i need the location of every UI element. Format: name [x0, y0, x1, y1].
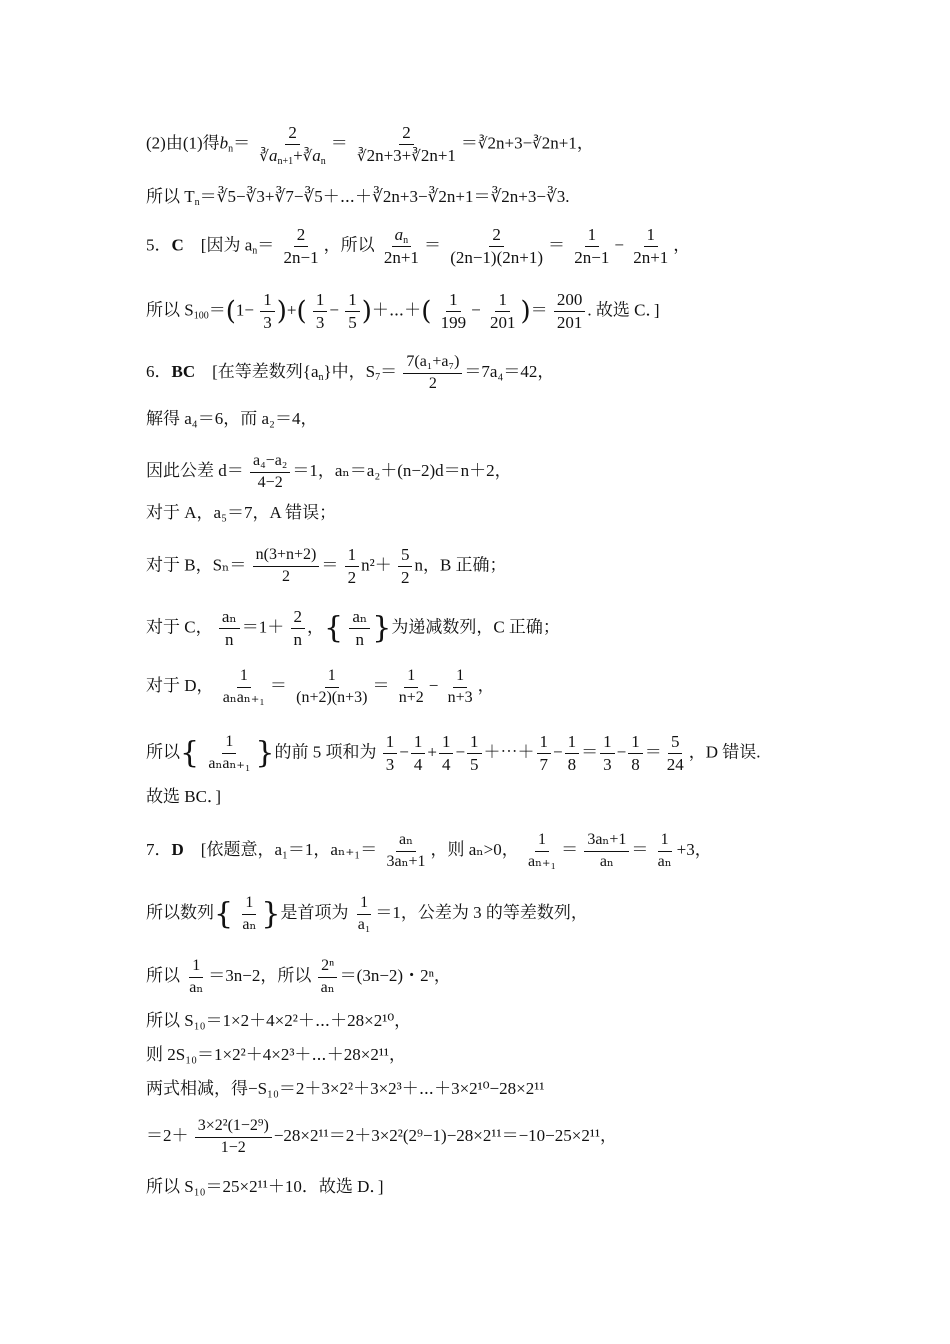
numerator: 1	[357, 895, 371, 915]
denominator: n+3	[447, 688, 473, 706]
denominator: 4−2	[257, 473, 283, 491]
fraction	[381, 226, 422, 267]
eq: ＝	[257, 235, 275, 255]
denominator: $∛a_{n+1}+∛a_n$	[259, 145, 326, 167]
numerator: 200	[554, 291, 586, 312]
eq: ＝	[644, 742, 662, 762]
eq: ＝	[372, 676, 390, 696]
numerator: 7(a₁+a₇)	[403, 354, 462, 374]
denominator: 201	[556, 312, 583, 332]
numerator: 1	[189, 958, 203, 978]
fraction	[398, 546, 413, 587]
denominator: 3aₙ+1	[386, 852, 426, 870]
text: ＋⋯＋	[371, 300, 422, 320]
radicand: 2n+1	[541, 133, 577, 153]
denominator: 2n+1	[383, 247, 419, 267]
subscript: n	[318, 372, 324, 384]
denominator: 5	[470, 754, 479, 774]
denominator: 3	[263, 312, 272, 332]
problem-number: 6．	[146, 362, 172, 382]
text: 的前 5 项和为	[274, 742, 377, 762]
fraction	[565, 733, 580, 774]
problem-7-line-4	[146, 1010, 411, 1032]
subscript: n+1	[277, 155, 294, 167]
denominator: 2n−1	[574, 247, 610, 267]
denominator: 3	[603, 754, 612, 774]
denominator: 24	[666, 754, 684, 774]
text: 所以数列	[146, 903, 214, 923]
denominator: 4	[441, 754, 451, 774]
subscript: 100	[193, 310, 209, 322]
eq: ＝	[460, 133, 478, 153]
radicand: 2n+3	[487, 133, 523, 153]
fraction	[445, 668, 476, 707]
text: ＝3n−2，所以	[208, 966, 312, 986]
eq: ＝	[321, 555, 339, 575]
numerator: 1	[565, 733, 580, 754]
text: ，所以	[323, 235, 375, 255]
fraction	[219, 608, 240, 649]
denominator: n	[293, 629, 302, 649]
text: ＝1，aₙ＝a₂＋(n−2)d＝n＋2，	[292, 461, 512, 481]
numerator: 5	[668, 733, 683, 754]
denominator: aₙaₙ₊₁	[222, 688, 265, 706]
text: n，B 正确；	[414, 555, 507, 575]
text: . 故选 C．]	[587, 300, 660, 320]
denominator: aₙ	[189, 978, 204, 996]
problem-5-line-1	[146, 226, 690, 267]
text: [在等差数列{a	[195, 362, 319, 382]
subscript: n	[403, 235, 409, 246]
denominator: ∛2n+3+∛2n+1	[357, 145, 456, 165]
text: ＝1，公差为 3 的等差数列，	[375, 903, 588, 923]
subscript: n	[320, 155, 326, 167]
numerator	[392, 226, 412, 247]
text: ＝2＋	[146, 1126, 189, 1146]
problem-6-line-4	[146, 502, 336, 524]
op: −	[428, 676, 439, 696]
fraction	[584, 832, 629, 871]
fraction	[205, 734, 253, 773]
fraction	[256, 124, 328, 165]
text: 所以	[146, 966, 180, 986]
text: 为递减数列，C 正确；	[391, 617, 560, 637]
var: a	[268, 145, 278, 165]
text: ＋⋯＋	[483, 742, 535, 762]
fraction	[467, 733, 482, 774]
problem-6-line-6: 对于 C， $\frac{\text{aₙ}}{n}$ ＝1＋ $\frac{2}{n}$ ，{ $\frac{\text{aₙ}}{n}$ }为递减数列，C 正确；	[146, 607, 560, 649]
punct: ，	[576, 133, 594, 153]
text: 对于 D，	[146, 676, 214, 696]
numerator: 1	[535, 832, 549, 852]
fraction	[239, 895, 259, 934]
numerator: 1	[222, 734, 236, 754]
numerator: 2	[489, 226, 504, 247]
text: 故选 BC．]	[146, 787, 222, 806]
denominator: n	[355, 629, 365, 649]
denominator: aₙaₙ₊₁	[208, 754, 251, 772]
fraction	[411, 733, 426, 774]
fraction	[345, 546, 360, 587]
fraction	[628, 733, 643, 774]
denominator: a₁	[357, 915, 371, 933]
subscript: n	[194, 197, 200, 208]
text: ＝(3n−2)・2ⁿ，	[339, 966, 451, 986]
problem-6-line-2	[146, 408, 317, 430]
fraction	[438, 291, 470, 332]
numerator: 1	[313, 291, 328, 312]
eq: ＝	[423, 235, 441, 255]
numerator: 3aₙ+1	[584, 832, 629, 852]
op: +	[293, 145, 303, 165]
eq: ＝	[269, 676, 287, 696]
fraction	[383, 733, 398, 774]
denominator: 2n+1	[633, 247, 669, 267]
eq: ＝	[208, 300, 226, 320]
text: 所以 T	[146, 187, 195, 206]
denominator: 201	[489, 312, 516, 332]
numerator: 1	[467, 733, 482, 754]
op: −	[522, 133, 533, 153]
numerator: 1	[242, 895, 256, 915]
denominator: 1−2	[220, 1138, 246, 1156]
denominator: n	[225, 629, 234, 649]
denominator: aₙ	[320, 978, 335, 996]
denominator: 8	[567, 754, 577, 774]
numerator: 1	[585, 226, 600, 247]
numerator: 1	[383, 733, 398, 754]
numerator: 2	[291, 608, 306, 629]
denominator: 3	[315, 312, 325, 332]
fraction	[186, 958, 206, 997]
problem-7-line-6	[146, 1078, 544, 1100]
eq: ＝	[380, 362, 398, 382]
numerator: 1	[237, 668, 251, 688]
fraction	[396, 668, 427, 707]
denominator: (2n−1)(2n+1)	[450, 247, 544, 267]
denominator: 4	[413, 754, 423, 774]
numerator: 2	[399, 124, 414, 145]
numerator: 5	[398, 546, 413, 567]
denominator: 8	[631, 754, 640, 774]
punct: ，	[673, 235, 691, 255]
numerator: 1	[411, 733, 426, 754]
denominator: 7	[539, 754, 549, 774]
fraction	[439, 733, 454, 774]
text: 对于 B，Sₙ＝	[146, 555, 247, 575]
numerator: 2	[294, 226, 309, 247]
fraction	[220, 668, 268, 707]
text: (2)由(1)得	[146, 133, 220, 153]
denominator: 199	[440, 312, 467, 332]
text: 所以 S₁₀＝1×2＋4×2²＋⋯＋28×2¹⁰，	[146, 1011, 412, 1030]
text: 对于 C，	[146, 617, 213, 637]
fraction	[291, 608, 306, 649]
numerator: aₙ	[219, 608, 240, 629]
text: ＝∛5−∛3+∛7−∛5＋⋯＋∛2n+3−∛2n+1＝∛2n+3−∛3.	[199, 187, 570, 206]
numerator: 1	[628, 733, 643, 754]
numerator: n(3+n+2)	[253, 547, 320, 567]
fraction	[313, 291, 328, 332]
fraction	[281, 226, 322, 267]
subscript: 7	[375, 372, 381, 384]
fraction	[537, 733, 552, 774]
text: 则 2S₁₀＝1×2²＋4×2³＋⋯＋28×2¹¹，	[146, 1045, 407, 1064]
text: }中，S	[323, 362, 376, 382]
eq: ＝	[233, 133, 251, 153]
text: ，则 aₙ>0，	[430, 840, 519, 860]
fraction	[318, 958, 338, 997]
eq: ＝	[581, 742, 599, 762]
text: [依题意，a₁＝1，aₙ₊₁＝	[183, 840, 378, 860]
problem-7-line-5	[146, 1044, 406, 1066]
eq: ＝	[631, 840, 649, 860]
answer: C	[171, 235, 184, 255]
fraction	[383, 832, 428, 871]
problem-7-line-2: 所以数列{ $\frac{1}{\text{aₙ}}$ }是首项为 $\frac{1}{\text{a₁}}$ ＝1，公差为 3 的等差数列，	[146, 894, 588, 933]
fraction	[600, 733, 615, 774]
fraction	[554, 291, 586, 332]
subscript: n	[228, 143, 234, 155]
numerator: 1	[453, 668, 467, 688]
text: 两式相减，得−S₁₀＝2＋3×2²＋3×2³＋⋯＋3×2¹⁰−28×2¹¹	[146, 1079, 545, 1098]
text: [因为 a	[183, 235, 253, 255]
denominator: 5	[348, 312, 357, 332]
problem-6-line-7	[146, 668, 495, 707]
solution-line-1: (2)由(1)得$b_n=$ $\frac{2}{∛a_{n+1}+∛a_n}$ ＝ $\frac{2}{∛2n+3+∛2n+1}$ ＝∛2n+3−∛2n+1，	[146, 123, 594, 167]
denominator: 2	[347, 567, 357, 587]
denominator: aₙ	[657, 852, 672, 870]
eq: ＝	[561, 840, 579, 860]
text: ＝1＋	[241, 617, 285, 637]
var: b	[219, 133, 229, 153]
problem-6-line-9	[146, 786, 221, 808]
denominator: 2	[400, 567, 410, 587]
text: 所以 S	[146, 300, 194, 320]
fraction	[355, 895, 374, 934]
denominator: aₙ	[599, 852, 614, 870]
problem-6-line-5	[146, 546, 507, 587]
denominator: 2	[282, 567, 290, 585]
eq: ＝	[548, 235, 566, 255]
problem-6-line-1	[146, 354, 554, 393]
fraction	[293, 668, 370, 707]
problem-7-line-7	[146, 1118, 617, 1157]
numerator: 1	[658, 832, 672, 852]
fraction	[260, 291, 275, 332]
text: 所以 S₁₀＝25×2¹¹＋10．故选 D．]	[146, 1177, 384, 1196]
numerator: a₄−a₂	[250, 453, 290, 473]
answer: BC	[171, 362, 196, 382]
fraction	[630, 226, 671, 267]
numerator: 1	[345, 291, 360, 312]
numerator: aₙ	[396, 832, 416, 852]
fraction	[195, 1118, 272, 1157]
text: +3，	[676, 840, 712, 860]
fraction	[403, 354, 462, 393]
numerator: 1	[600, 733, 615, 754]
denominator: (n+2)(n+3)	[296, 688, 368, 706]
denominator: n+2	[398, 688, 424, 706]
denominator: 3	[385, 754, 395, 774]
subscript: n	[252, 245, 258, 257]
answer: D	[171, 840, 184, 860]
problem-6-line-8: 所以{ $\frac{1}{\text{aₙaₙ₊₁}}$ }的前 5 项和为 $\frac{1}{3}$ − $\frac{1}{4}$ + $\frac{1}{4}$ − $\frac{1}{5}$ ＋⋯＋ $\frac{1}{7}$ − $\frac{1}{8}$ ＝ $\frac{1}{3}$ − $\frac{1}{8}$ ＝ $\frac{5}{24}$ ，D 错误.	[146, 732, 761, 774]
fraction	[447, 226, 546, 267]
numerator: 1	[325, 668, 339, 688]
punct: ，	[477, 676, 495, 696]
denominator: 2	[428, 374, 437, 392]
numerator: 1	[345, 546, 360, 567]
text: n²＋	[361, 555, 392, 575]
radicand: 2n+3	[366, 145, 402, 165]
fraction	[571, 226, 612, 267]
numerator: aₙ	[349, 608, 370, 629]
text: ，D 错误.	[688, 742, 761, 762]
solution-line-2	[146, 186, 570, 208]
denominator: aₙ	[242, 915, 257, 933]
fraction	[345, 291, 360, 332]
numerator: 1	[404, 668, 418, 688]
eq: ＝	[530, 300, 548, 320]
op: −	[614, 235, 624, 255]
numerator: 2	[285, 124, 300, 145]
problem-number: 5．	[146, 235, 172, 255]
text: 对于 A，a₅＝7，A 错误；	[146, 503, 337, 522]
punct: ，	[307, 617, 324, 637]
fraction	[354, 124, 459, 165]
numerator: 3×2²(1−2⁹)	[195, 1118, 272, 1138]
problem-7-line-3	[146, 958, 451, 997]
fraction	[655, 832, 675, 871]
fraction	[525, 832, 559, 871]
denominator: 2n−1	[283, 247, 319, 267]
problem-7-line-8	[146, 1176, 384, 1198]
text: 所以	[146, 742, 180, 762]
fraction	[250, 453, 290, 492]
problem-7-line-1	[146, 832, 712, 871]
fraction	[349, 608, 370, 649]
numerator: 1	[446, 291, 461, 312]
problem-6-line-3	[146, 453, 512, 492]
numerator: 2ⁿ	[318, 958, 337, 978]
text: 1−	[235, 300, 254, 320]
fraction	[487, 291, 519, 332]
numerator: 1	[644, 226, 659, 247]
fraction	[664, 733, 687, 774]
text: ＝7a₄＝42，	[464, 362, 555, 382]
text: −28×2¹¹＝2＋3×2²(2⁹−1)−28×2¹¹＝−10−25×2¹¹，	[273, 1126, 618, 1146]
numerator: 1	[260, 291, 275, 312]
var: a	[394, 225, 404, 244]
problem-number: 7．	[146, 840, 172, 860]
eq: ＝	[330, 133, 348, 153]
fraction	[253, 547, 320, 586]
radicand: 2n+1	[420, 145, 456, 165]
numerator: 1	[439, 733, 454, 754]
denominator: aₙ₊₁	[528, 852, 557, 870]
text: 是首项为	[280, 903, 349, 923]
problem-5-line-2: 所以 $S_{100}=(1-$ $\frac{1}{3}$ )+( $\frac{1}{3}$ − $\frac{1}{5}$ )＋⋯＋( $\frac{1}{199}$ − $\frac{1}{201}$ )＝ $\frac{200}{201}$ . 故选 C．]	[146, 290, 660, 332]
numerator: 1	[495, 291, 510, 312]
text: 解得 a₄＝6，而 a₂＝4，	[146, 409, 318, 428]
text: 因此公差 d＝	[146, 461, 244, 481]
numerator: 1	[537, 733, 552, 754]
